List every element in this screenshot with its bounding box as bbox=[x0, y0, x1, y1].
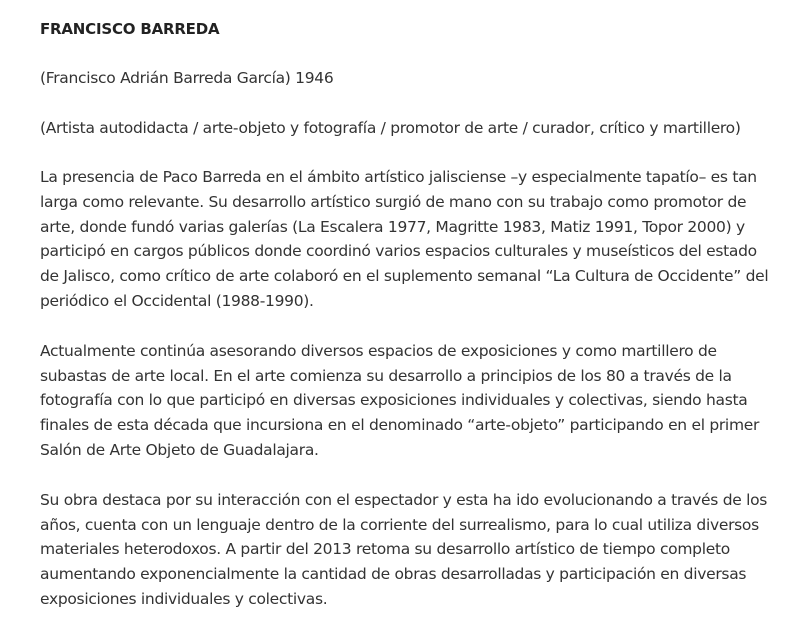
artist-full-name-years: (Francisco Adrián Barreda García) 1946 bbox=[40, 69, 334, 87]
artist-roles: (Artista autodidacta / arte-objeto y fotografía / promotor de arte / curador, crítico y martillero) bbox=[40, 119, 741, 137]
bio-paragraph-2: Actualmente continúa asesorando diversos espacios de exposiciones y como martillero de subastas de arte local. En el arte comienza su desarrollo a principios de los 80 a través de la fotografía con lo que participó en diversas exposiciones individuales y colectivas, siendo hasta finales de esta década que incursiona en el denominado “arte-objeto” participando en el primer Salón de Arte Objeto de Guadalajara. bbox=[40, 341, 760, 459]
bio-paragraph-3: Su obra destaca por su interacción con el espectador y esta ha ido evolucionando a través de los años, cuenta con un lenguaje dentro de la corriente del surrealismo, para lo cual utiliza diversos materiales heterodoxos. A partir del 2013 retoma su desarrollo artístico de tiempo completo aumentando exponencialmente la cantidad de obras desarrolladas y participación en diversas exposiciones individuales y colectivas. bbox=[40, 490, 768, 608]
artist-name-heading: FRANCISCO BARREDA bbox=[40, 20, 220, 38]
bio-paragraph-1: La presencia de Paco Barreda en el ámbito artístico jalisciense –y especialmente tapatío– es tan larga como relevante. Su desarrollo artístico surgió de mano con su trabajo como promotor de arte, donde fundó varias galerías (La Escalera 1977, Magritte 1983, Matiz 1991, Topor 2000) y participó en cargos públicos donde coordinó varios espacios culturales y museísticos del estado de Jalisco, como crítico de arte colaboró en el suplemento semanal “La Cultura de Occidente” del periódico el Occidental (1988-1990). bbox=[40, 168, 769, 310]
